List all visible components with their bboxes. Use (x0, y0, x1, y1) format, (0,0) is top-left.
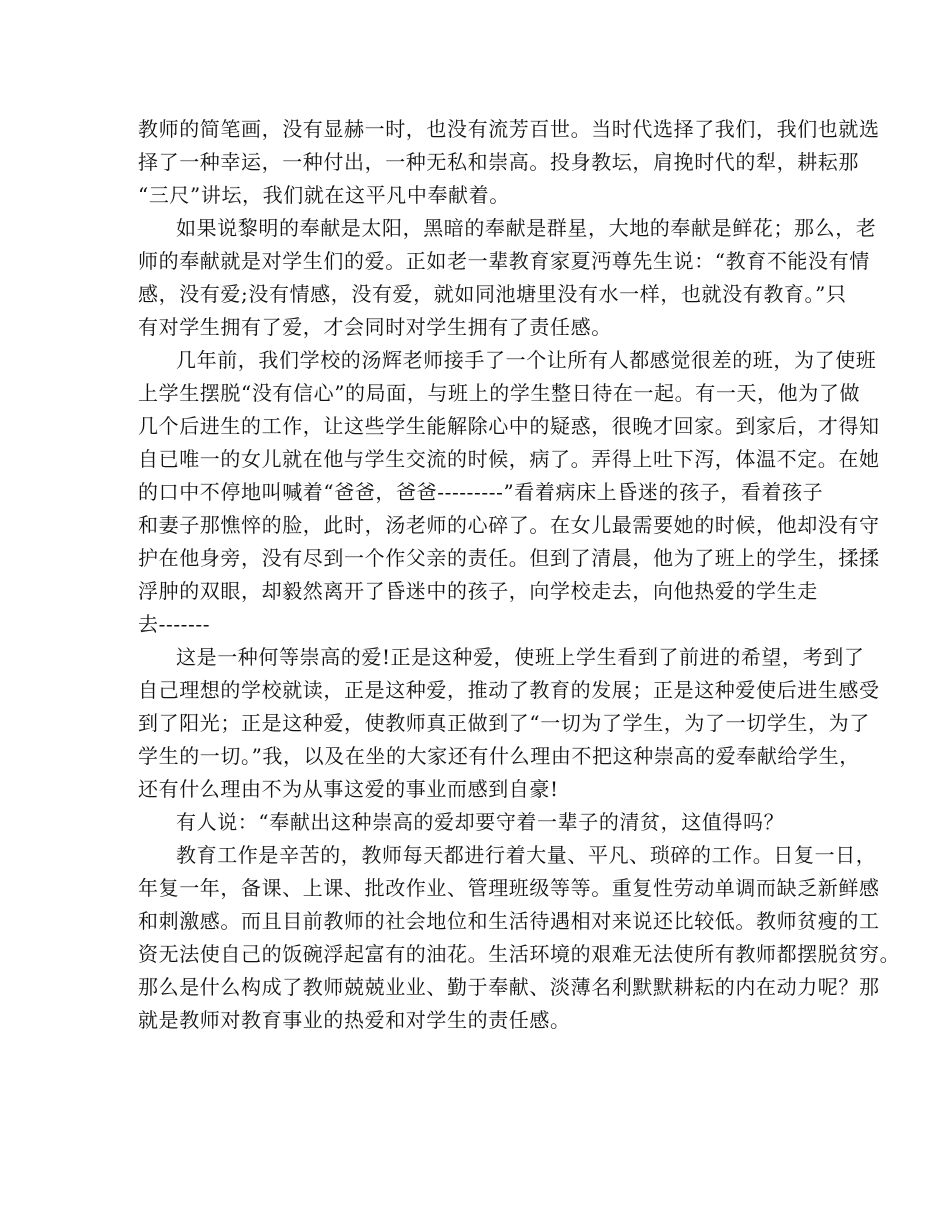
text-line: 学生的一切。”我，以及在坐的大家还有什么理由不把这种崇高的爱奉献给学生， (138, 744, 860, 768)
text-line: 师的奉献就是对学生们的爱。正如老一辈教育家夏沔尊先生说：“教育不能没有情 (138, 249, 870, 273)
text-line: 有对学生拥有了爱，才会同时对学生拥有了责任感。 (138, 315, 612, 339)
text-line: 这是一种何等崇高的爱!正是这种爱，使班上学生看到了前进的希望，考到了 (176, 645, 865, 669)
text-line: 有人说：“奉献出这种崇高的爱却要守着一辈子的清贫，这值得吗？ (176, 810, 785, 834)
text-line: 感，没有爱;没有情感，没有爱，就如同池塘里没有水一样，也就没有教育。”只 (138, 282, 847, 306)
text-line: 和刺激感。而且目前教师的社会地位和生活待遇相对来说还比较低。教师贫瘦的工 (138, 909, 880, 933)
text-line: 择了一种幸运，一种付出，一种无私和崇高。投身教坛，肩挽时代的犁，耕耘那 (138, 150, 859, 174)
text-line: 护在他身旁，没有尽到一个作父亲的责任。但到了清晨，他为了班上的学生，揉揉 (138, 546, 880, 570)
text-line: 教师的简笔画，没有显赫一时，也没有流芳百世。当时代选择了我们，我们也就选 (138, 117, 880, 141)
text-line: 如果说黎明的奉献是太阳，黑暗的奉献是群星，大地的奉献是鲜花；那么，老 (176, 216, 877, 240)
text-line: 去------- (138, 612, 211, 636)
text-line: 几个后进生的工作，让这些学生能解除心中的疑惑，很晚才回家。到家后，才得知 (138, 414, 880, 438)
text-line: 自已唯一的女儿就在他与学生交流的时候，病了。弄得上吐下泻，体温不定。在她 (138, 447, 880, 471)
text-line: 那么是什么构成了教师兢兢业业、勤于奉献、淡薄名利默默耕耘的内在动力呢？那 (138, 975, 880, 999)
text-line: 上学生摆脱“没有信心”的局面，与班上的学生整日待在一起。有一天，他为了做 (138, 381, 861, 405)
text-line: 年复一年，备课、上课、批改作业、管理班级等等。重复性劳动单调而缺乏新鲜感 (138, 876, 880, 900)
text-line: 自己理想的学校就读，正是这种爱，推动了教育的发展；正是这种爱使后进生感受 (138, 678, 880, 702)
text-line: 和妻子那憔悴的脸，此时，汤老师的心碎了。在女儿最需要她的时候，他却没有守 (138, 513, 880, 537)
body-text (138, 113, 901, 1037)
text-line: 到了阳光；正是这种爱，使教师真正做到了“一切为了学生，为了一切学生，为了 (138, 711, 870, 735)
text-line: 就是教师对教育事业的热爱和对学生的责任感。 (138, 1008, 571, 1032)
text-line: 还有什么理由不为从事这爱的事业而感到自豪! (138, 777, 559, 801)
text-line: 几年前，我们学校的汤辉老师接手了一个让所有人都感觉很差的班，为了使班 (176, 348, 877, 372)
text-line: “三尺”讲坛，我们就在这平凡中奉献着。 (138, 183, 510, 207)
text-line: 资无法使自己的饭碗浮起富有的油花。生活环境的艰难无法使所有教师都摆脱贫穷。 (138, 942, 901, 966)
text-line: 的口中不停地叫喊着“爸爸，爸爸---------”看着病床上昏迷的孩子，看着孩子 (138, 480, 824, 504)
text-line: 浮肿的双眼，却毅然离开了昏迷中的孩子，向学校走去，向他热爱的学生走 (138, 579, 818, 603)
text-line: 教育工作是辛苦的，教师每天都进行着大量、平凡、琐碎的工作。日复一日， (176, 843, 877, 867)
